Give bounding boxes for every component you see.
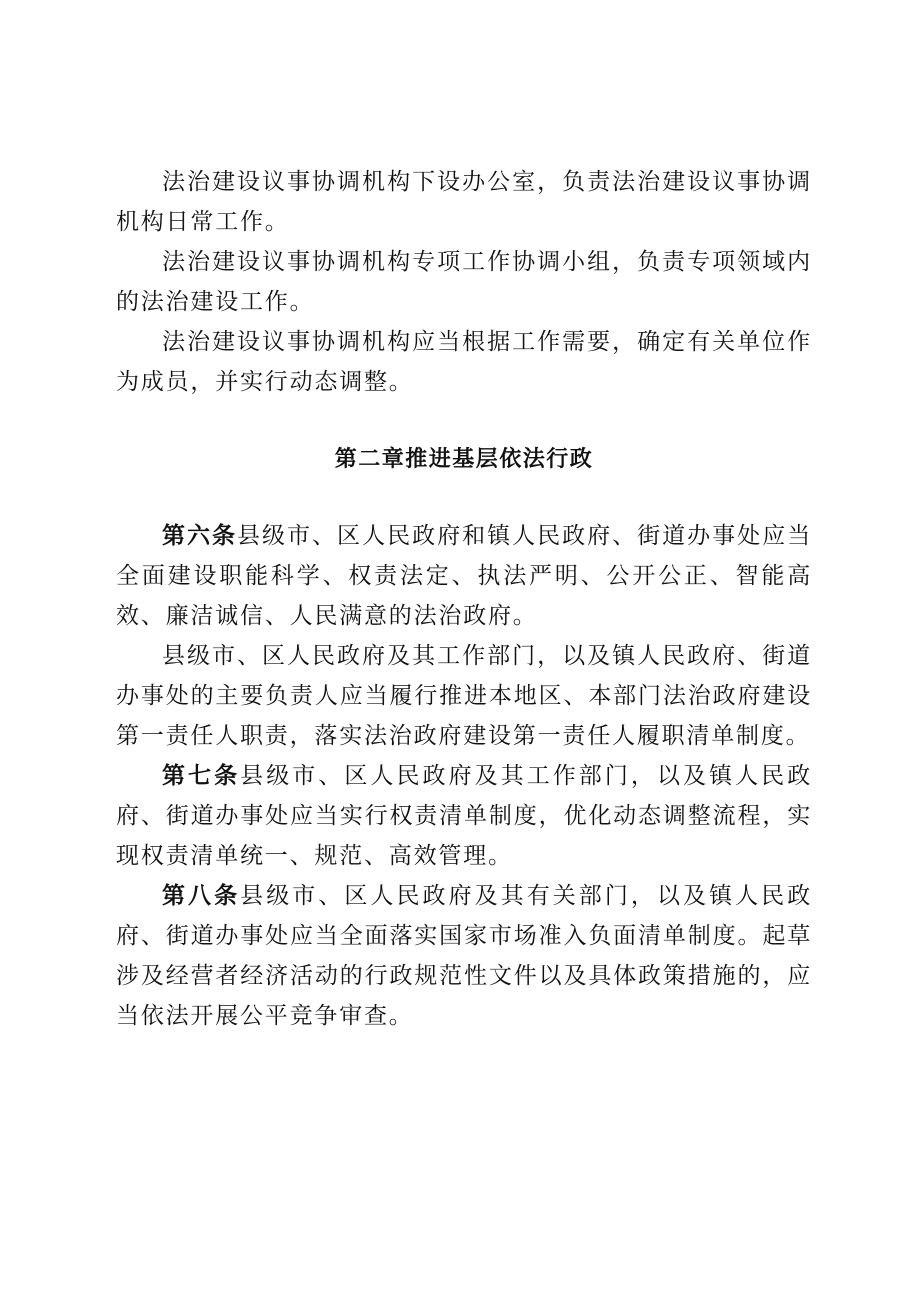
paragraph-members: 法治建设议事协调机构应当根据工作需要，确定有关单位作为成员，并实行动态调整。: [116, 329, 812, 395]
article-8: [116, 876, 812, 1036]
document-page: [116, 162, 812, 1036]
article-8-label: 第八条: [162, 883, 241, 909]
article-6-text: 县级市、区人民政府和镇人民政府、街道办事处应当全面建设职能科学、权责法定、执法严明、公开公正、智能高效、廉洁诚信、人民满意的法治政府。: [116, 523, 812, 629]
article-7: [116, 756, 812, 876]
article-6-paragraph-2: 县级市、区人民政府及其工作部门，以及镇人民政府、街道办事处的主要负责人应当履行推进本地区、本部门法治政府建设第一责任人职责，落实法治政府建设第一责任人履职清单制度。: [116, 643, 812, 749]
article-6-label: 第六条: [162, 523, 238, 549]
article-7-text: 县级市、区人民政府及其工作部门，以及镇人民政府、街道办事处应当实行权责清单制度，优化动态调整流程，实现权责清单统一、规范、高效管理。: [116, 763, 812, 869]
article-6: [116, 516, 812, 636]
paragraph-office: 法治建设议事协调机构下设办公室，负责法治建设议事协调机构日常工作。: [116, 169, 812, 235]
paragraph-working-group: 法治建设议事协调机构专项工作协调小组，负责专项领域内的法治建设工作。: [116, 249, 812, 315]
article-7-label: 第七条: [162, 763, 241, 789]
chapter-heading: 第二章推进基层依法行政: [334, 447, 594, 472]
article-8-text: 县级市、区人民政府及其有关部门，以及镇人民政府、街道办事处应当全面落实国家市场准入负面清单制度。起草涉及经营者经济活动的行政规范性文件以及具体政策措施的，应当依法开展公平竞争审查。: [116, 883, 812, 1029]
